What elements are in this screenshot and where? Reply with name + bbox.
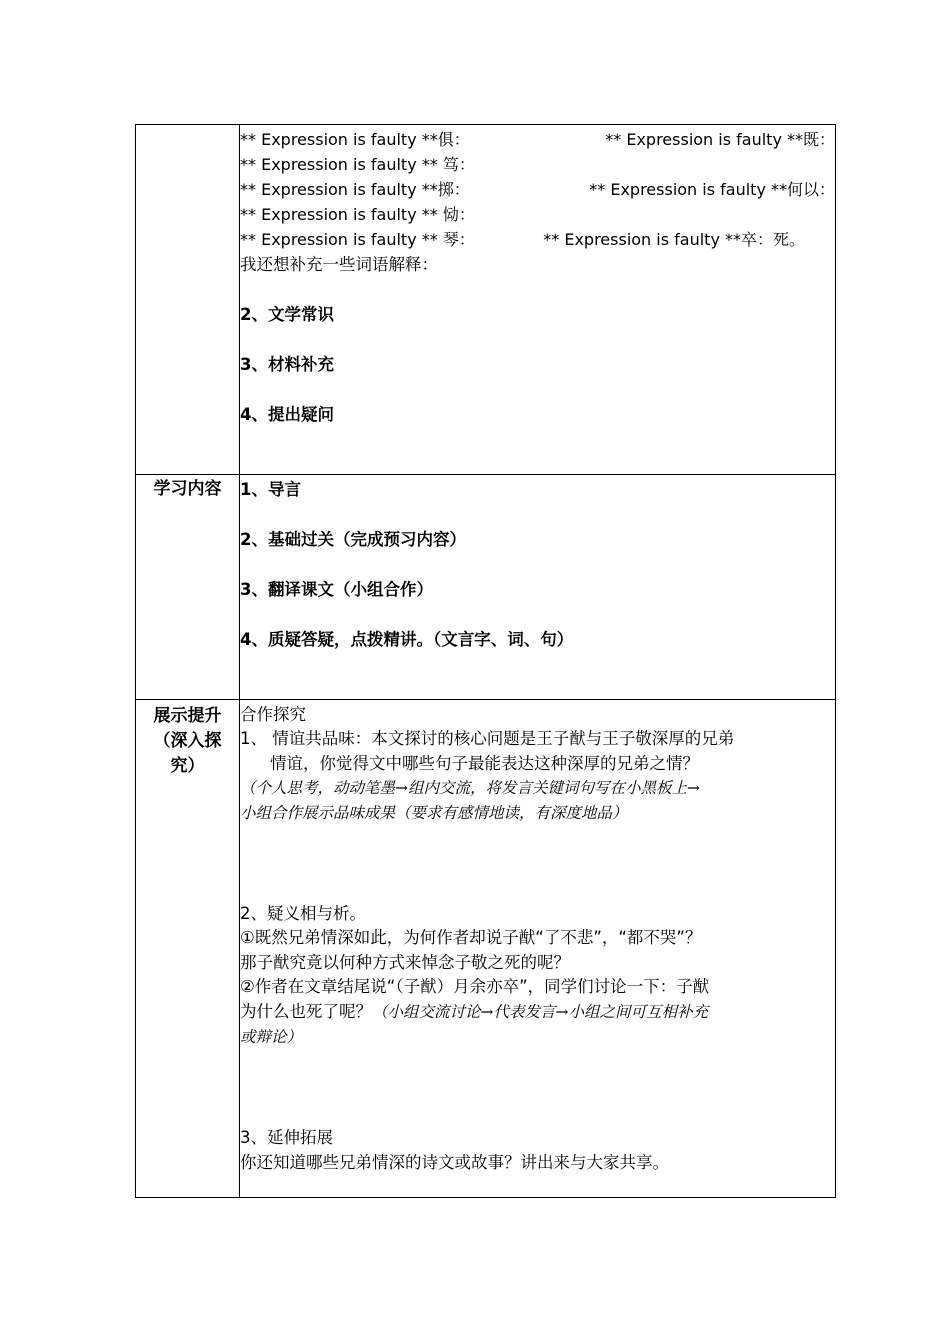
vocab-term: ** Expression is faulty **俱： bbox=[240, 130, 470, 149]
vocab-line bbox=[240, 152, 835, 177]
vocab-row bbox=[136, 125, 836, 475]
vocab-term: ** Expression is faulty **既： bbox=[605, 130, 835, 149]
section-3-title: 3、延伸拓展 bbox=[240, 1127, 333, 1147]
vocab-line bbox=[240, 227, 835, 252]
vocab-row-content bbox=[240, 125, 836, 475]
question-line: ①既然兄弟情深如此，为何作者却说子猷“了不悲”，“都不哭”？ bbox=[240, 928, 702, 947]
question-1 bbox=[240, 727, 835, 776]
question-line: 那子猷究竟以何种方式来悼念子敬之死的呢？ bbox=[240, 952, 570, 972]
showcase-label-line: （深入探 bbox=[153, 731, 222, 751]
list-item: 3、翻译课文（小组合作） bbox=[240, 580, 433, 599]
question-text: 为什么也死了呢？ bbox=[240, 1001, 372, 1021]
section-2-title: 2、疑义相与析。 bbox=[240, 904, 366, 923]
heading-raise-questions: 4、提出疑问 bbox=[240, 405, 334, 424]
section-title: 合作探究 bbox=[240, 705, 306, 724]
instruction-line: （个人思考，动动笔墨→组内交流，将发言关键词句写在小黑板上→ bbox=[240, 779, 700, 797]
question-line bbox=[240, 1000, 835, 1025]
showcase-content-cell bbox=[240, 700, 836, 1198]
question-1-line: 1、 情谊共品味：本文探讨的核心问题是王子猷与王子敬深厚的兄弟 bbox=[240, 729, 735, 748]
vocab-line bbox=[240, 127, 835, 152]
vocab-line bbox=[240, 202, 835, 227]
extra-vocab-note: 我还想补充一些词语解释： bbox=[240, 255, 438, 274]
showcase-label-line: 究） bbox=[170, 756, 205, 776]
list-item: 1、导言 bbox=[240, 480, 301, 499]
vocab-term: ** Expression is faulty ** 琴： bbox=[240, 230, 475, 249]
vocab-row-label-cell bbox=[136, 125, 240, 475]
question-line: ②作者在文章结尾说“（子猷）月余亦卒”，同学们讨论一下：子猷 bbox=[240, 977, 710, 996]
question-instructions: 或辩论） bbox=[240, 1027, 303, 1046]
showcase-row bbox=[136, 700, 836, 1198]
question-1-instructions bbox=[240, 776, 835, 826]
showcase-label-cell bbox=[136, 700, 240, 1198]
list-item: 2、基础过关（完成预习内容） bbox=[240, 530, 466, 549]
learning-content-label: 学习内容 bbox=[153, 479, 222, 499]
question-1-line: 情谊，你觉得文中哪些句子最能表达这种深厚的兄弟之情？ bbox=[270, 753, 699, 773]
vocab-term: ** Expression is faulty ** 笃： bbox=[240, 155, 475, 174]
question-instructions: （小组交流讨论→代表发言→小组之间可互相补充 bbox=[372, 1002, 708, 1021]
learning-content-cell bbox=[240, 475, 836, 700]
heading-supplementary-material: 3、材料补充 bbox=[240, 355, 334, 374]
vocab-line bbox=[240, 177, 835, 202]
vocab-term: ** Expression is faulty ** 恸： bbox=[240, 205, 475, 224]
heading-literary-knowledge: 2、文学常识 bbox=[240, 305, 334, 324]
showcase-label-line: 展示提升 bbox=[153, 706, 222, 726]
section-3-text: 你还知道哪些兄弟情深的诗文或故事？讲出来与大家共享。 bbox=[240, 1152, 669, 1172]
vocab-term: ** Expression is faulty **掷： bbox=[240, 180, 470, 199]
learning-content-label-cell bbox=[136, 475, 240, 700]
question-2-2 bbox=[240, 975, 835, 1050]
instruction-line: 小组合作展示品味成果（要求有感情地读，有深度地品） bbox=[240, 804, 628, 822]
vocab-term: ** Expression is faulty **卒：死。 bbox=[543, 230, 805, 249]
learning-content-row bbox=[136, 475, 836, 700]
lesson-plan-table bbox=[135, 124, 836, 1198]
vocab-term: ** Expression is faulty **何以： bbox=[589, 180, 835, 199]
list-item: 4、质疑答疑，点拨精讲。（文言字、词、句） bbox=[240, 630, 574, 649]
question-2-1 bbox=[240, 926, 835, 975]
